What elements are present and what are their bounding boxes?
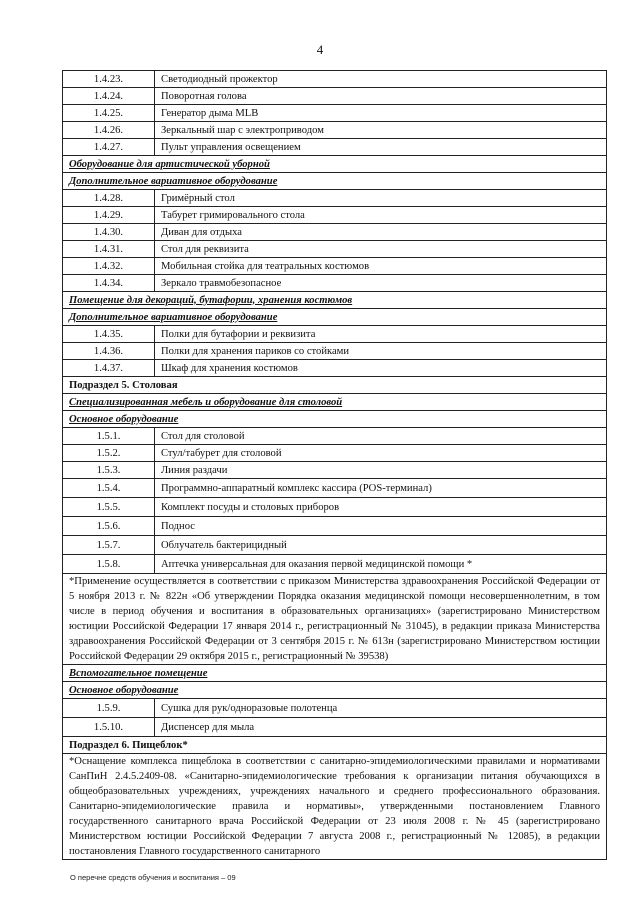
category-heading: Оборудование для артистической уборной	[63, 156, 607, 173]
item-name: Зеркало травмобезопасное	[155, 275, 607, 292]
item-name: Линия раздачи	[155, 462, 607, 479]
item-number: 1.4.23.	[63, 71, 155, 88]
item-name: Светодиодный прожектор	[155, 71, 607, 88]
category-heading: Основное оборудование	[63, 682, 607, 699]
item-number: 1.4.25.	[63, 105, 155, 122]
table-row	[63, 139, 607, 156]
table-row	[63, 71, 607, 88]
table-row	[63, 105, 607, 122]
item-name: Табурет гримировального стола	[155, 207, 607, 224]
table-row	[63, 517, 607, 536]
item-number: 1.4.36.	[63, 343, 155, 360]
item-number: 1.4.24.	[63, 88, 155, 105]
item-number: 1.5.9.	[63, 699, 155, 718]
item-name: Поворотная голова	[155, 88, 607, 105]
item-number: 1.4.35.	[63, 326, 155, 343]
table-row	[63, 122, 607, 139]
item-name: Сушка для рук/одноразовые полотенца	[155, 699, 607, 718]
table-row	[63, 445, 607, 462]
table-row	[63, 555, 607, 574]
item-name: Полки для хранения париков со стойками	[155, 343, 607, 360]
table-row	[63, 190, 607, 207]
table-row	[63, 498, 607, 517]
section-heading-row	[63, 156, 607, 173]
table-row	[63, 241, 607, 258]
item-name: Стол для реквизита	[155, 241, 607, 258]
item-number: 1.5.8.	[63, 555, 155, 574]
table-row	[63, 428, 607, 445]
item-number: 1.4.31.	[63, 241, 155, 258]
category-heading: Дополнительное вариативное оборудование	[63, 309, 607, 326]
item-number: 1.5.3.	[63, 462, 155, 479]
item-name: Диван для отдыха	[155, 224, 607, 241]
section-heading-row	[63, 665, 607, 682]
item-number: 1.5.1.	[63, 428, 155, 445]
subsection-heading: Подраздел 5. Столовая	[63, 377, 607, 394]
item-number: 1.4.26.	[63, 122, 155, 139]
item-number: 1.4.37.	[63, 360, 155, 377]
table-row	[63, 343, 607, 360]
item-name: Пульт управления освещением	[155, 139, 607, 156]
table-row	[63, 718, 607, 737]
item-number: 1.4.32.	[63, 258, 155, 275]
footnote-text: *Оснащение комплекса пищеблока в соответствии с санитарно-эпидемиологическими правилами и нормативами СанПиН 2.4.5.2409-08. «Санитарно-эпидемиологические требования к организации питания обучающихся в общеобразовательных учреждениях, учреждениях начального и среднего профессионального образования. Санитарно-эпидемиологические правила и нормативы», утвержденными постановлением Главного государственного санитарного врача Российской Федерации от 23 июля 2008 г. № 45 (зарегистрировано Министерством юстиции Российской Федерации 7 августа 2008 г., регистрационный № 12085), в редакции постановления Главного государственного санитарного	[63, 754, 607, 860]
table-row	[63, 275, 607, 292]
table-row	[63, 88, 607, 105]
table-row	[63, 536, 607, 555]
item-name: Комплект посуды и столовых приборов	[155, 498, 607, 517]
page-footer: О перечне средств обучения и воспитания – 09	[70, 873, 236, 882]
item-number: 1.5.6.	[63, 517, 155, 536]
item-name: Программно-аппаратный комплекс кассира (POS-терминал)	[155, 479, 607, 498]
item-number: 1.4.30.	[63, 224, 155, 241]
section-heading-row	[63, 411, 607, 428]
item-name: Зеркальный шар с электроприводом	[155, 122, 607, 139]
item-number: 1.5.7.	[63, 536, 155, 555]
item-name: Мобильная стойка для театральных костюмов	[155, 258, 607, 275]
category-heading: Дополнительное вариативное оборудование	[63, 173, 607, 190]
item-name: Полки для бутафории и реквизита	[155, 326, 607, 343]
item-name: Диспенсер для мыла	[155, 718, 607, 737]
section-heading-row	[63, 377, 607, 394]
footnote-text: *Применение осуществляется в соответствии с приказом Министерства здравоохранения Российской Федерации от 5 ноября 2013 г. № 822н «Об утверждении Порядка оказания медицинской помощи несовершеннолетним, в том числе в период обучения и воспитания в образовательных организациях» (зарегистрировано Министерством юстиции Российской Федерации 17 января 2014 г., регистрационный № 31045), в редакции приказа Министерства здравоохранения Российской Федерации от 3 сентября 2015 г. № 613н (зарегистрировано Министерством юстиции Российской Федерации 29 октября 2015 г., регистрационный № 39538)	[63, 574, 607, 665]
item-name: Гримёрный стол	[155, 190, 607, 207]
category-heading: Вспомогательное помещение	[63, 665, 607, 682]
section-heading-row	[63, 309, 607, 326]
item-name: Аптечка универсальная для оказания первой медицинской помощи *	[155, 555, 607, 574]
table-row	[63, 699, 607, 718]
table-row	[63, 258, 607, 275]
table-row	[63, 360, 607, 377]
table-row	[63, 326, 607, 343]
item-name: Поднос	[155, 517, 607, 536]
section-heading-row	[63, 394, 607, 411]
section-heading-row	[63, 737, 607, 754]
table-row	[63, 479, 607, 498]
item-name: Облучатель бактерицидный	[155, 536, 607, 555]
item-name: Шкаф для хранения костюмов	[155, 360, 607, 377]
section-heading-row	[63, 173, 607, 190]
category-heading: Специализированная мебель и оборудование для столовой	[63, 394, 607, 411]
section-heading-row	[63, 292, 607, 309]
page-number: 4	[316, 42, 324, 57]
item-number: 1.4.34.	[63, 275, 155, 292]
item-number: 1.5.5.	[63, 498, 155, 517]
table-row	[63, 462, 607, 479]
equipment-table	[62, 70, 607, 860]
subsection-heading: Подраздел 6. Пищеблок*	[63, 737, 607, 754]
item-number: 1.4.27.	[63, 139, 155, 156]
item-name: Стул/табурет для столовой	[155, 445, 607, 462]
note-row	[63, 754, 607, 860]
item-number: 1.5.2.	[63, 445, 155, 462]
table-row	[63, 224, 607, 241]
table-row	[63, 207, 607, 224]
category-heading: Основное оборудование	[63, 411, 607, 428]
item-name: Стол для столовой	[155, 428, 607, 445]
item-number: 1.4.28.	[63, 190, 155, 207]
item-number: 1.4.29.	[63, 207, 155, 224]
category-heading: Помещение для декораций, бутафории, хранения костюмов	[63, 292, 607, 309]
note-row	[63, 574, 607, 665]
item-number: 1.5.4.	[63, 479, 155, 498]
section-heading-row	[63, 682, 607, 699]
item-number: 1.5.10.	[63, 718, 155, 737]
item-name: Генератор дыма MLB	[155, 105, 607, 122]
